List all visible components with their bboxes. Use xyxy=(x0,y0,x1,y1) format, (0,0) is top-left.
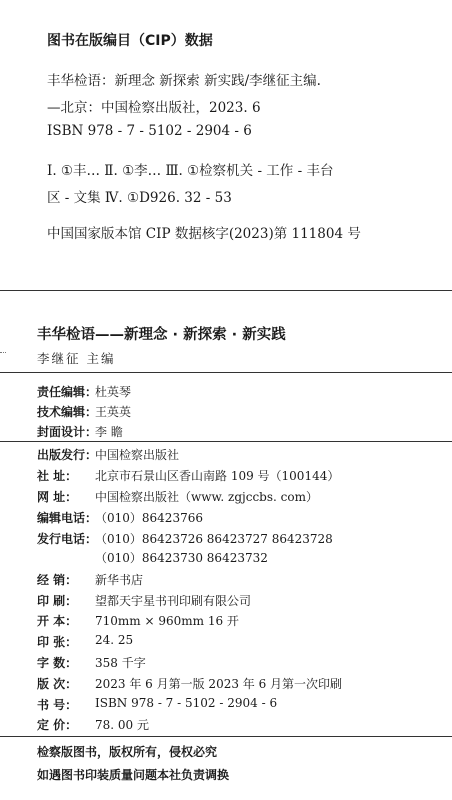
print-quality-notice: 如遇图书印装质量问题本社负责调换 xyxy=(37,768,230,782)
cip-line-classification-1: Ⅰ. ①丰… Ⅱ. ①李… Ⅲ. ①检察机关 - 工作 - 丰台 xyxy=(47,163,334,179)
staff-label: 封面设计： xyxy=(37,425,98,439)
spec-label: 经 销： xyxy=(37,573,78,587)
pub-value: （010）86423766 xyxy=(95,511,203,525)
pub-label: 网 址： xyxy=(37,490,78,504)
spec-value: 710mm × 960mm 16 开 xyxy=(95,614,239,628)
spec-label: 印 张： xyxy=(37,635,78,649)
spec-value: 358 千字 xyxy=(95,656,146,670)
cip-line-classification-2: 区 - 文集 Ⅳ. ①D926. 32 - 53 xyxy=(47,190,232,206)
spec-value: 78. 00 元 xyxy=(95,718,149,732)
spec-value: 2023 年 6 月第一版 2023 年 6 月第一次印刷 xyxy=(95,677,343,691)
copyright-notice: 检察版图书，版权所有，侵权必究 xyxy=(37,745,218,759)
staff-row xyxy=(37,403,131,420)
spec-label: 印 刷： xyxy=(37,594,78,608)
divider xyxy=(0,290,452,291)
spec-value: 24. 25 xyxy=(95,633,134,647)
staff-value: 李 瞻 xyxy=(95,425,123,439)
pub-label xyxy=(37,549,95,566)
spec-label: 版 次： xyxy=(37,677,78,691)
pub-label: 发行电话： xyxy=(37,532,98,546)
spec-label: 定 价： xyxy=(37,718,78,732)
spec-row xyxy=(37,633,133,650)
staff-label: 技术编辑： xyxy=(37,405,98,419)
spec-row xyxy=(37,571,143,588)
pub-row xyxy=(37,530,333,547)
cip-line-title: 丰华检语：新理念 新探索 新实践/李继征主编. xyxy=(47,73,321,89)
margin-mark xyxy=(0,352,6,356)
pub-label: 编辑电话： xyxy=(37,511,98,525)
staff-row xyxy=(37,423,123,440)
pub-row xyxy=(37,549,268,566)
cip-line-publisher: —北京：中国检察出版社，2023. 6 xyxy=(47,100,261,116)
pub-row xyxy=(37,467,339,484)
spec-row xyxy=(37,716,149,733)
staff-row xyxy=(37,383,131,400)
staff-value: 杜英琴 xyxy=(95,385,132,399)
divider xyxy=(0,441,452,442)
spec-label: 字 数： xyxy=(37,656,78,670)
staff-value: 王英英 xyxy=(95,405,132,419)
pub-label: 出版发行： xyxy=(37,448,98,462)
divider xyxy=(0,372,452,373)
spec-value: 望都天宇星书刊印刷有限公司 xyxy=(95,594,252,608)
editor-credit: 李继征 主编 xyxy=(37,351,116,366)
pub-label: 社 址： xyxy=(37,469,78,483)
pub-value: 北京市石景山区香山南路 109 号（100144） xyxy=(95,469,340,483)
spec-row xyxy=(37,696,277,713)
pub-row xyxy=(37,509,203,526)
staff-label: 责任编辑： xyxy=(37,385,98,399)
spec-row xyxy=(37,612,239,629)
book-title: 丰华检语——新理念 · 新探索 · 新实践 xyxy=(37,327,286,343)
pub-value: （010）86423730 86423732 xyxy=(95,551,268,565)
divider xyxy=(0,736,452,737)
spec-row xyxy=(37,654,146,671)
pub-row xyxy=(37,446,179,463)
pub-value: 中国检察出版社（www. zgjccbs. com） xyxy=(95,490,318,504)
spec-row xyxy=(37,592,251,609)
pub-row xyxy=(37,488,318,505)
spec-row xyxy=(37,675,342,692)
cip-line-isbn: ISBN 978 - 7 - 5102 - 2904 - 6 xyxy=(47,123,252,139)
spec-label: 书 号： xyxy=(37,698,78,712)
cip-heading: 图书在版编目（CIP）数据 xyxy=(47,33,213,49)
pub-value: 中国检察出版社 xyxy=(95,448,180,462)
cip-line-verification: 中国国家版本馆 CIP 数据核字(2023)第 111804 号 xyxy=(47,226,361,242)
spec-value: ISBN 978 - 7 - 5102 - 2904 - 6 xyxy=(95,696,278,710)
spec-value: 新华书店 xyxy=(95,573,144,587)
pub-value: （010）86423726 86423727 86423728 xyxy=(95,532,333,546)
spec-label: 开 本： xyxy=(37,614,78,628)
